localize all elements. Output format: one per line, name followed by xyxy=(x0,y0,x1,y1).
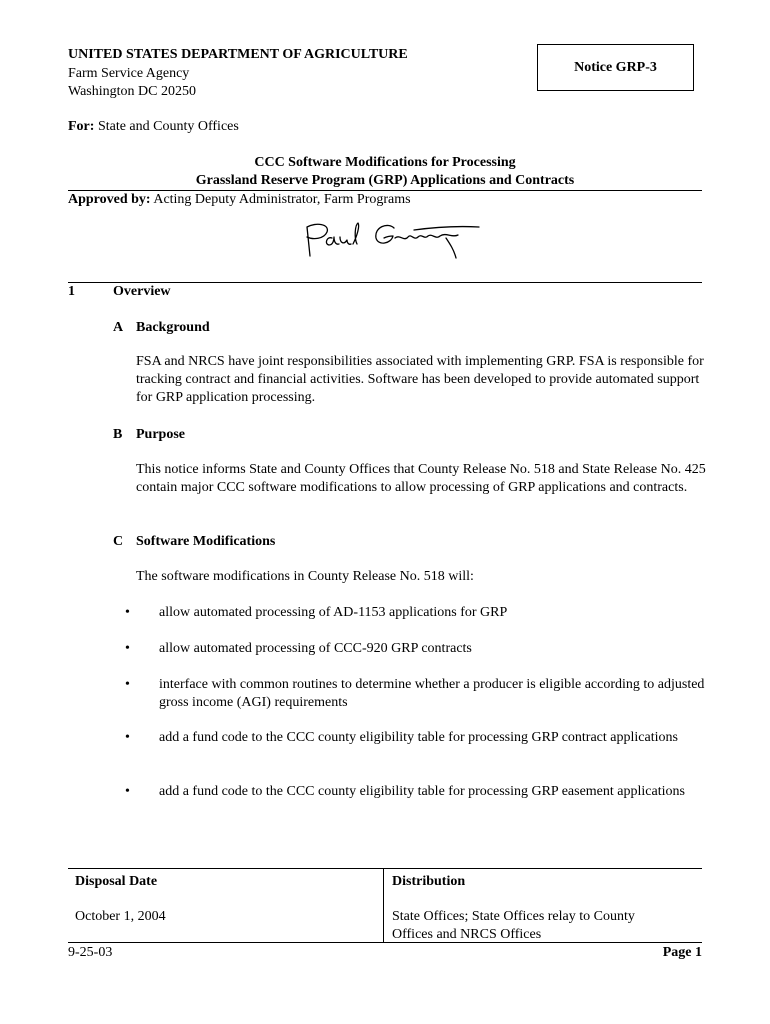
footer-table-column-divider xyxy=(383,868,384,942)
title-line-2: Grassland Reserve Program (GRP) Applications and Contracts xyxy=(195,173,575,188)
approved-value: Acting Deputy Administrator, Farm Programs xyxy=(153,192,411,207)
part-a-text: FSA and NRCS have joint responsibilities associated with implementing GRP. FSA is responsible for tracking contract and financial activities. Software has been developed to provide automated support for GRP application processing. xyxy=(136,354,704,405)
part-b-text: This notice informs State and County Offices that County Release No. 518 and State Release No. 425 contain major CCC software modifications to allow processing of GRP applications and contracts. xyxy=(136,462,706,495)
notice-id-box xyxy=(537,44,694,91)
bullet-marker: • xyxy=(125,641,130,656)
signature-image xyxy=(296,218,486,268)
distribution-value: State Offices; State Offices relay to County Offices and NRCS Offices xyxy=(392,909,635,942)
part-b-heading: Purpose xyxy=(136,427,185,442)
page-number: Page 1 xyxy=(662,945,702,960)
bullet-marker: • xyxy=(125,605,130,620)
bullet-marker: • xyxy=(125,784,130,799)
footer-divider xyxy=(68,942,702,943)
bullet-marker: • xyxy=(125,677,130,692)
for-value: State and County Offices xyxy=(97,119,239,134)
section-title: Overview xyxy=(113,284,171,299)
footer-date: 9-25-03 xyxy=(68,945,113,960)
disposal-date-value: October 1, 2004 xyxy=(75,909,166,924)
part-c-text: The software modifications in County Release No. 518 will: xyxy=(136,569,474,584)
footer-table-top-border xyxy=(68,868,702,869)
agency-name: UNITED STATES DEPARTMENT OF AGRICULTURE xyxy=(68,47,408,62)
for-line xyxy=(68,118,239,136)
approved-label: Approved by: xyxy=(68,192,151,207)
part-c-heading: Software Modifications xyxy=(136,534,276,549)
approved-line xyxy=(68,191,411,209)
bullet-item: interface with common routines to determine whether a producer is eligible according to adjusted gross income (AGI) requirements xyxy=(159,677,705,710)
bullet-marker: • xyxy=(125,730,130,745)
bullet-item: allow automated processing of CCC-920 GRP contracts xyxy=(159,641,472,656)
bullet-item: allow automated processing of AD-1153 applications for GRP xyxy=(159,605,508,620)
section-number: 1 xyxy=(68,284,75,299)
bullet-item: add a fund code to the CCC county eligibility table for processing GRP contract applications xyxy=(159,730,678,745)
part-a-letter: A xyxy=(113,320,124,335)
part-c-letter: C xyxy=(113,534,124,549)
agency-location: Washington DC 20250 xyxy=(68,84,196,99)
bullet-item: add a fund code to the CCC county eligibility table for processing GRP easement applications xyxy=(159,784,685,799)
distribution-label: Distribution xyxy=(392,874,466,889)
part-a-heading: Background xyxy=(136,320,210,335)
part-b-letter: B xyxy=(113,427,123,442)
for-label: For: xyxy=(68,119,95,134)
title-line-1: CCC Software Modifications for Processing xyxy=(254,155,516,170)
sub-agency-name: Farm Service Agency xyxy=(68,66,190,81)
notice-id: Notice GRP-3 xyxy=(574,59,657,75)
disposal-date-label: Disposal Date xyxy=(75,874,158,889)
